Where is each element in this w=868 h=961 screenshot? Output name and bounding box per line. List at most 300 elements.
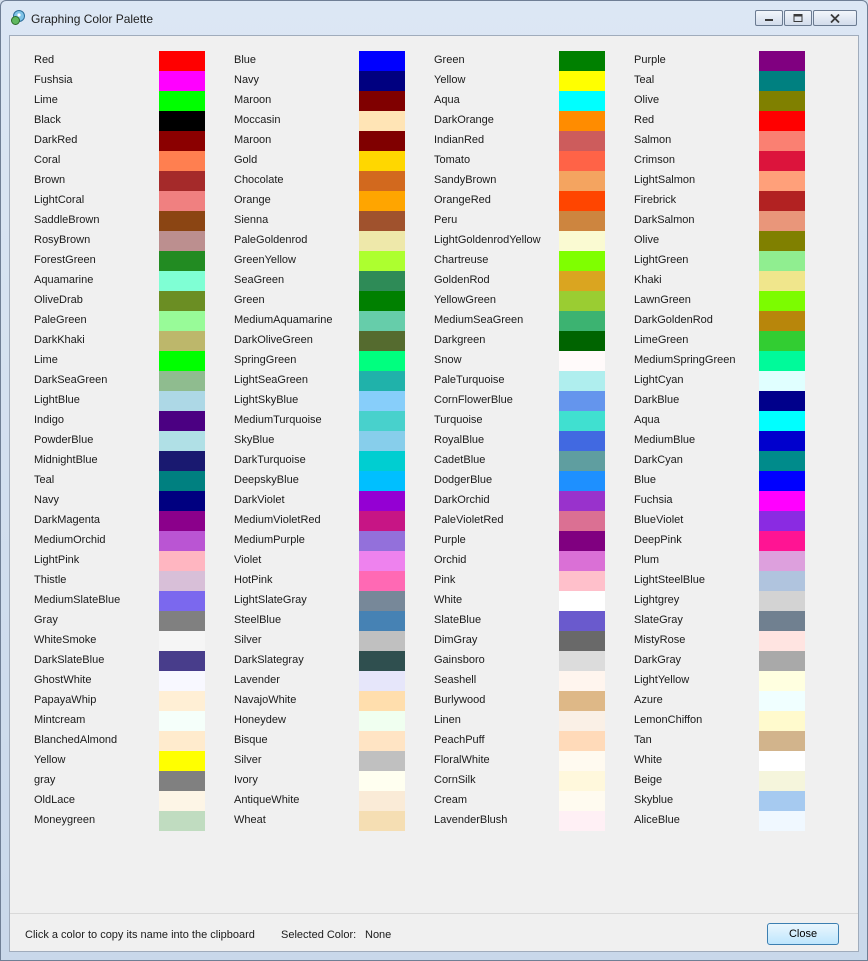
color-name-label: Coral [34, 154, 61, 166]
color-swatch[interactable] [359, 311, 405, 331]
color-name-label: DarkKhaki [34, 334, 85, 346]
color-name-label: DarkOrange [434, 114, 494, 126]
color-swatch[interactable] [159, 151, 205, 171]
color-swatch[interactable] [759, 551, 805, 571]
color-name-label: Black [34, 114, 61, 126]
color-name-label: LemonChiffon [634, 714, 703, 726]
color-name-label: Azure [634, 694, 663, 706]
color-name-label: Wheat [234, 814, 266, 826]
color-swatch[interactable] [759, 451, 805, 471]
color-swatch[interactable] [759, 71, 805, 91]
color-name-label: Snow [434, 354, 462, 366]
color-name-label: Linen [434, 714, 461, 726]
color-swatch[interactable] [359, 571, 405, 591]
color-swatch[interactable] [359, 411, 405, 431]
color-name-label: Lavender [234, 674, 280, 686]
color-swatch[interactable] [559, 731, 605, 751]
color-name-label: SeaGreen [234, 274, 285, 286]
color-name-label: DarkViolet [234, 494, 285, 506]
color-name-label: ForestGreen [34, 254, 96, 266]
color-swatch[interactable] [559, 331, 605, 351]
color-name-label: Thistle [34, 574, 67, 586]
color-name-label: Salmon [634, 134, 672, 146]
color-swatch[interactable] [759, 391, 805, 411]
color-swatch[interactable] [359, 471, 405, 491]
color-swatch[interactable] [759, 431, 805, 451]
color-swatch[interactable] [159, 651, 205, 671]
color-swatch[interactable] [159, 131, 205, 151]
color-name-label: Purple [634, 54, 666, 66]
color-swatch[interactable] [559, 571, 605, 591]
color-swatch[interactable] [159, 311, 205, 331]
color-swatch[interactable] [159, 591, 205, 611]
color-name-label: PaleGoldenrod [234, 234, 308, 246]
color-name-label: Skyblue [634, 794, 674, 806]
color-swatch[interactable] [359, 651, 405, 671]
color-name-label: Teal [34, 474, 55, 486]
color-swatch[interactable] [359, 251, 405, 271]
color-name-label: gray [34, 774, 56, 786]
maximize-icon [793, 14, 803, 22]
color-swatch[interactable] [559, 651, 605, 671]
color-swatch[interactable] [759, 191, 805, 211]
color-swatch[interactable] [359, 191, 405, 211]
color-name-label: Fuchsia [634, 494, 673, 506]
color-swatch[interactable] [159, 671, 205, 691]
color-swatch[interactable] [559, 511, 605, 531]
color-name-label: LightSeaGreen [234, 374, 308, 386]
color-name-label: Gray [34, 614, 58, 626]
color-swatch[interactable] [759, 371, 805, 391]
color-name-label: LightSalmon [634, 174, 696, 186]
color-swatch[interactable] [759, 611, 805, 631]
color-swatch[interactable] [159, 391, 205, 411]
color-name-label: LightSlateGray [234, 594, 307, 606]
color-swatch[interactable] [759, 211, 805, 231]
color-name-label: SpringGreen [234, 354, 297, 366]
color-swatch[interactable] [559, 391, 605, 411]
color-swatch[interactable] [159, 611, 205, 631]
color-name-label: Ivory [234, 774, 258, 786]
color-name-label: SlateBlue [434, 614, 482, 626]
color-name-label: GreenYellow [234, 254, 296, 266]
color-swatch[interactable] [359, 351, 405, 371]
color-swatch[interactable] [359, 551, 405, 571]
color-swatch[interactable] [159, 211, 205, 231]
color-name-label: Maroon [234, 94, 272, 106]
color-name-label: Moneygreen [34, 814, 96, 826]
color-swatch[interactable] [559, 311, 605, 331]
color-name-label: SandyBrown [434, 174, 497, 186]
color-swatch[interactable] [559, 471, 605, 491]
color-swatch[interactable] [559, 751, 605, 771]
color-name-label: Tan [634, 734, 652, 746]
color-swatch[interactable] [759, 311, 805, 331]
color-name-label: Cream [434, 794, 468, 806]
color-swatch[interactable] [159, 251, 205, 271]
color-name-label: Bisque [234, 734, 268, 746]
color-swatch[interactable] [159, 451, 205, 471]
color-swatch[interactable] [159, 351, 205, 371]
color-swatch[interactable] [159, 411, 205, 431]
color-swatch[interactable] [359, 731, 405, 751]
color-swatch[interactable] [159, 51, 205, 71]
color-name-label: MediumPurple [234, 534, 305, 546]
color-swatch[interactable] [159, 271, 205, 291]
color-swatch[interactable] [159, 371, 205, 391]
color-swatch[interactable] [759, 591, 805, 611]
color-name-label: DarkRed [34, 134, 78, 146]
color-swatch[interactable] [359, 711, 405, 731]
color-swatch[interactable] [359, 771, 405, 791]
color-swatch[interactable] [359, 131, 405, 151]
color-swatch[interactable] [159, 771, 205, 791]
color-name-label: LimeGreen [634, 334, 689, 346]
color-name-label: DodgerBlue [434, 474, 493, 486]
color-swatch[interactable] [759, 791, 805, 811]
color-swatch[interactable] [559, 111, 605, 131]
instruction-text: Click a color to copy its name into the clipboard [25, 929, 255, 941]
color-swatch[interactable] [359, 211, 405, 231]
color-name-label: HotPink [234, 574, 273, 586]
color-swatch[interactable] [159, 731, 205, 751]
color-name-label: WhiteSmoke [34, 634, 97, 646]
color-name-label: AntiqueWhite [234, 794, 300, 806]
color-swatch[interactable] [159, 111, 205, 131]
color-name-label: Lime [34, 354, 58, 366]
window-title: Graphing Color Palette [31, 12, 154, 26]
color-name-label: MediumBlue [634, 434, 696, 446]
color-swatch[interactable] [759, 531, 805, 551]
color-swatch[interactable] [559, 371, 605, 391]
color-swatch[interactable] [759, 331, 805, 351]
color-name-label: DarkGray [634, 654, 682, 666]
color-swatch[interactable] [159, 191, 205, 211]
color-name-label: RosyBrown [34, 234, 91, 246]
color-swatch[interactable] [359, 231, 405, 251]
color-name-label: Olive [634, 234, 660, 246]
color-name-label: SkyBlue [234, 434, 275, 446]
color-name-label: Olive [634, 94, 660, 106]
color-swatch[interactable] [559, 91, 605, 111]
color-name-label: Beige [634, 774, 663, 786]
color-name-label: DeepskyBlue [234, 474, 299, 486]
color-name-label: OrangeRed [434, 194, 491, 206]
color-name-label: Lightgrey [634, 594, 680, 606]
color-name-label: DeepPink [634, 534, 682, 546]
color-swatch[interactable] [559, 591, 605, 611]
color-name-label: OldLace [34, 794, 75, 806]
title-bar[interactable] [1, 1, 867, 35]
color-name-label: MidnightBlue [34, 454, 98, 466]
palette-icon [10, 10, 26, 26]
selected-color-label: Selected Color: [281, 929, 357, 941]
color-swatch[interactable] [359, 691, 405, 711]
color-name-label: Peru [434, 214, 458, 226]
color-swatch[interactable] [759, 251, 805, 271]
maximize-button[interactable] [784, 10, 812, 26]
color-swatch[interactable] [159, 531, 205, 551]
color-swatch[interactable] [759, 151, 805, 171]
color-name-label: PaleVioletRed [434, 514, 504, 526]
color-name-label: IndianRed [434, 134, 485, 146]
color-swatch[interactable] [159, 71, 205, 91]
color-swatch[interactable] [159, 571, 205, 591]
color-swatch[interactable] [359, 511, 405, 531]
color-name-label: DarkOliveGreen [234, 334, 313, 346]
color-swatch[interactable] [559, 531, 605, 551]
color-name-label: Yellow [434, 74, 466, 86]
color-swatch[interactable] [159, 751, 205, 771]
color-swatch[interactable] [159, 511, 205, 531]
color-swatch[interactable] [159, 691, 205, 711]
color-swatch[interactable] [559, 411, 605, 431]
color-swatch[interactable] [759, 751, 805, 771]
color-swatch[interactable] [759, 651, 805, 671]
color-swatch[interactable] [359, 91, 405, 111]
color-name-label: LightSkyBlue [234, 394, 299, 406]
color-swatch[interactable] [159, 231, 205, 251]
color-name-label: GhostWhite [34, 674, 92, 686]
color-swatch[interactable] [359, 371, 405, 391]
color-name-label: Orchid [434, 554, 467, 566]
color-name-label: SaddleBrown [34, 214, 100, 226]
color-swatch[interactable] [159, 631, 205, 651]
color-name-label: DarkTurquoise [234, 454, 306, 466]
color-swatch[interactable] [759, 511, 805, 531]
color-name-label: MistyRose [634, 634, 686, 646]
color-name-label: Crimson [634, 154, 675, 166]
color-name-label: LightCyan [634, 374, 684, 386]
color-swatch[interactable] [159, 431, 205, 451]
close-button[interactable]: Close [767, 923, 839, 945]
color-swatch[interactable] [559, 551, 605, 571]
color-name-label: AliceBlue [634, 814, 680, 826]
color-name-label: Fushsia [34, 74, 73, 86]
color-swatch[interactable] [759, 691, 805, 711]
color-swatch[interactable] [759, 291, 805, 311]
color-swatch[interactable] [559, 211, 605, 231]
color-name-label: SteelBlue [234, 614, 282, 626]
color-swatch[interactable] [559, 791, 605, 811]
color-name-label: MediumSeaGreen [434, 314, 524, 326]
color-swatch[interactable] [159, 291, 205, 311]
color-name-label: LightBlue [34, 394, 80, 406]
color-swatch[interactable] [359, 491, 405, 511]
color-swatch[interactable] [359, 151, 405, 171]
close-window-button[interactable] [813, 10, 857, 26]
color-swatch[interactable] [359, 791, 405, 811]
color-swatch[interactable] [559, 431, 605, 451]
color-swatch[interactable] [759, 351, 805, 371]
color-swatch[interactable] [559, 231, 605, 251]
color-name-label: DarkBlue [634, 394, 680, 406]
color-swatch[interactable] [359, 171, 405, 191]
color-name-label: CornSilk [434, 774, 476, 786]
color-swatch[interactable] [359, 391, 405, 411]
color-name-label: Yellow [34, 754, 66, 766]
color-name-label: LightCoral [34, 194, 85, 206]
color-swatch[interactable] [159, 171, 205, 191]
color-name-label: PaleTurquoise [434, 374, 505, 386]
color-swatch[interactable] [359, 51, 405, 71]
color-swatch[interactable] [359, 291, 405, 311]
color-swatch[interactable] [359, 431, 405, 451]
color-swatch[interactable] [759, 771, 805, 791]
color-name-label: DarkOrchid [434, 494, 490, 506]
color-swatch[interactable] [559, 771, 605, 791]
color-name-label: Chocolate [234, 174, 284, 186]
color-name-label: Seashell [434, 674, 477, 686]
color-swatch[interactable] [759, 171, 805, 191]
color-swatch[interactable] [559, 691, 605, 711]
color-name-label: Moccasin [234, 114, 281, 126]
color-swatch[interactable] [759, 491, 805, 511]
color-swatch[interactable] [559, 351, 605, 371]
color-name-label: Plum [634, 554, 660, 566]
color-swatch[interactable] [559, 631, 605, 651]
color-swatch[interactable] [559, 271, 605, 291]
color-name-label: DarkGoldenRod [634, 314, 713, 326]
selected-color-value: None [365, 929, 392, 941]
color-name-label: DarkSlateBlue [34, 654, 105, 666]
color-name-label: LawnGreen [634, 294, 691, 306]
minimize-button[interactable] [755, 10, 783, 26]
color-swatch[interactable] [759, 51, 805, 71]
color-swatch[interactable] [359, 611, 405, 631]
color-swatch[interactable] [559, 71, 605, 91]
color-swatch[interactable] [359, 331, 405, 351]
color-swatch[interactable] [759, 671, 805, 691]
color-swatch[interactable] [759, 231, 805, 251]
color-name-label: Lime [34, 94, 58, 106]
color-name-label: MediumSlateBlue [34, 594, 121, 606]
color-swatch[interactable] [559, 811, 605, 831]
color-swatch[interactable] [359, 271, 405, 291]
color-swatch[interactable] [559, 251, 605, 271]
window-controls [755, 10, 857, 26]
color-name-label: Khaki [634, 274, 662, 286]
color-swatch[interactable] [159, 791, 205, 811]
color-name-label: Purple [434, 534, 466, 546]
color-name-label: Orange [234, 194, 271, 206]
color-swatch[interactable] [159, 491, 205, 511]
minimize-icon [764, 14, 774, 22]
color-name-label: Blue [234, 54, 257, 66]
color-swatch[interactable] [559, 291, 605, 311]
color-name-label: LightYellow [634, 674, 690, 686]
color-name-label: CadetBlue [434, 454, 486, 466]
color-name-label: Red [634, 114, 655, 126]
color-name-label: MediumVioletRed [234, 514, 321, 526]
color-swatch[interactable] [759, 411, 805, 431]
color-name-label: Aqua [634, 414, 660, 426]
color-name-label: Mintcream [34, 714, 86, 726]
color-swatch[interactable] [559, 451, 605, 471]
color-name-label: Pink [434, 574, 456, 586]
color-name-label: White [634, 754, 663, 766]
color-swatch[interactable] [559, 611, 605, 631]
color-swatch[interactable] [159, 91, 205, 111]
color-swatch[interactable] [559, 131, 605, 151]
color-name-label: Silver [234, 634, 262, 646]
color-name-label: Firebrick [634, 194, 677, 206]
color-name-label: Navy [234, 74, 260, 86]
color-swatch[interactable] [559, 151, 605, 171]
color-swatch[interactable] [759, 811, 805, 831]
color-swatch[interactable] [359, 811, 405, 831]
color-swatch[interactable] [559, 171, 605, 191]
color-name-label: BlanchedAlmond [34, 734, 118, 746]
color-swatch[interactable] [159, 811, 205, 831]
color-swatch[interactable] [359, 111, 405, 131]
color-name-label: Darkgreen [434, 334, 486, 346]
color-swatch[interactable] [359, 751, 405, 771]
color-swatch[interactable] [759, 711, 805, 731]
color-swatch[interactable] [559, 671, 605, 691]
color-name-label: LavenderBlush [434, 814, 508, 826]
color-name-label: MediumTurquoise [234, 414, 322, 426]
color-swatch[interactable] [759, 91, 805, 111]
color-name-label: Green [234, 294, 265, 306]
color-name-label: YellowGreen [434, 294, 496, 306]
color-swatch[interactable] [759, 471, 805, 491]
color-name-label: Teal [634, 74, 655, 86]
color-name-label: GoldenRod [434, 274, 490, 286]
color-name-label: PaleGreen [34, 314, 87, 326]
color-swatch[interactable] [559, 51, 605, 71]
color-name-label: Indigo [34, 414, 64, 426]
color-swatch[interactable] [359, 631, 405, 651]
color-name-label: DarkSalmon [634, 214, 695, 226]
color-name-label: Navy [34, 494, 60, 506]
color-name-label: Blue [634, 474, 657, 486]
color-swatch[interactable] [159, 471, 205, 491]
color-swatch[interactable] [359, 671, 405, 691]
color-swatch[interactable] [159, 711, 205, 731]
color-name-label: RoyalBlue [434, 434, 485, 446]
color-name-label: OliveDrab [34, 294, 83, 306]
color-swatch[interactable] [159, 551, 205, 571]
color-name-label: Gainsboro [434, 654, 485, 666]
color-name-label: BlueViolet [634, 514, 684, 526]
color-name-label: PeachPuff [434, 734, 485, 746]
color-swatch[interactable] [759, 631, 805, 651]
color-swatch[interactable] [759, 131, 805, 151]
color-swatch[interactable] [759, 111, 805, 131]
color-name-label: LightGoldenrodYellow [434, 234, 541, 246]
color-swatch[interactable] [559, 191, 605, 211]
color-swatch[interactable] [759, 571, 805, 591]
color-name-label: LightSteelBlue [634, 574, 705, 586]
color-swatch[interactable] [359, 451, 405, 471]
color-swatch[interactable] [559, 491, 605, 511]
color-name-label: Gold [234, 154, 258, 166]
color-swatch[interactable] [559, 711, 605, 731]
color-swatch[interactable] [359, 531, 405, 551]
color-swatch[interactable] [759, 271, 805, 291]
color-swatch[interactable] [159, 331, 205, 351]
color-swatch[interactable] [759, 731, 805, 751]
color-swatch[interactable] [359, 71, 405, 91]
color-name-label: Maroon [234, 134, 272, 146]
color-name-label: MediumAquamarine [234, 314, 333, 326]
color-name-label: FloralWhite [434, 754, 490, 766]
color-name-label: DarkCyan [634, 454, 683, 466]
color-swatch[interactable] [359, 591, 405, 611]
color-name-label: SlateGray [634, 614, 683, 626]
color-name-label: Honeydew [234, 714, 286, 726]
